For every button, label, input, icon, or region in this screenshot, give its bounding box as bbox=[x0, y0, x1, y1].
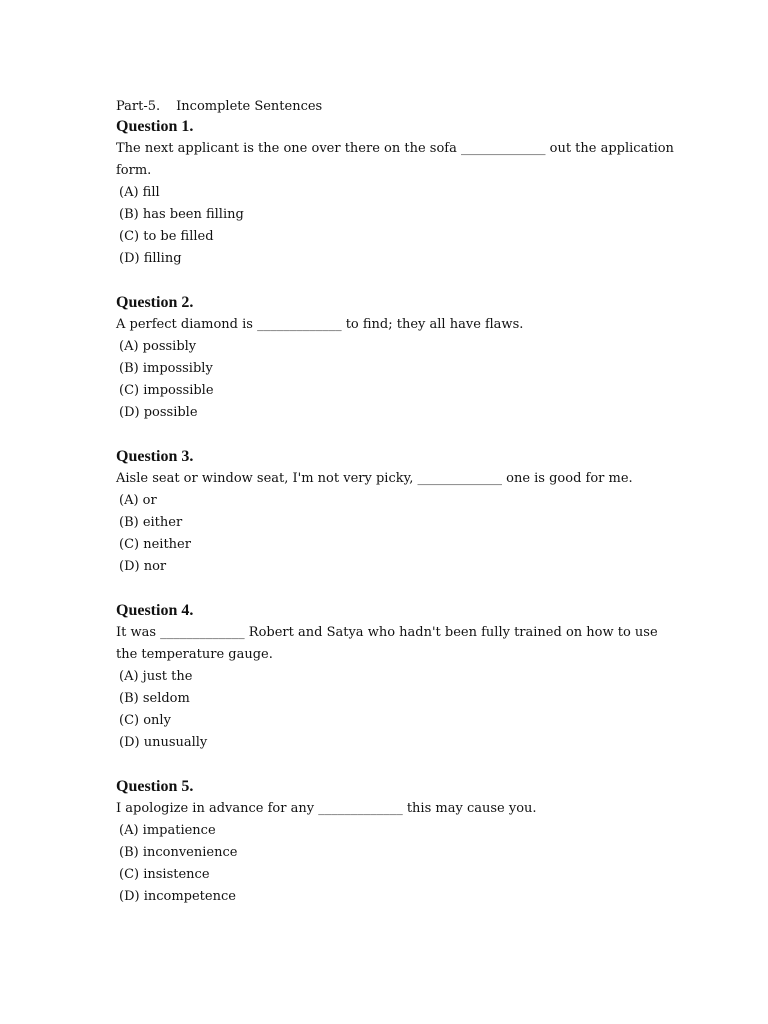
question-text: The next applicant is the one over there on the sofa _____________ out the application form. bbox=[116, 141, 674, 178]
question-heading: Question 3. bbox=[116, 448, 194, 465]
option-b[interactable]: (B) has been filling bbox=[119, 207, 244, 222]
option-c[interactable]: (C) neither bbox=[119, 537, 191, 552]
spacer bbox=[116, 424, 676, 446]
answer-options bbox=[116, 666, 676, 754]
question-text: I apologize in advance for any _____________ this may cause you. bbox=[116, 801, 537, 816]
question-heading: Question 5. bbox=[116, 778, 194, 795]
option-c[interactable]: (C) impossible bbox=[119, 383, 214, 398]
option-d[interactable]: (D) possible bbox=[119, 405, 198, 420]
answer-options bbox=[116, 820, 676, 908]
document-page bbox=[116, 98, 676, 908]
question-heading: Question 1. bbox=[116, 118, 194, 135]
question-text: A perfect diamond is _____________ to find; they all have flaws. bbox=[116, 317, 524, 332]
option-c[interactable]: (C) to be filled bbox=[119, 229, 214, 244]
option-d[interactable]: (D) unusually bbox=[119, 735, 208, 750]
answer-options bbox=[116, 490, 676, 578]
part-header bbox=[116, 98, 676, 116]
option-a[interactable]: (A) possibly bbox=[119, 339, 197, 354]
answer-options bbox=[116, 336, 676, 424]
question-text: Aisle seat or window seat, I'm not very picky, _____________ one is good for me. bbox=[116, 471, 633, 486]
option-a[interactable]: (A) just the bbox=[119, 669, 193, 684]
option-a[interactable]: (A) impatience bbox=[119, 823, 216, 838]
question-4 bbox=[116, 600, 676, 754]
option-b[interactable]: (B) inconvenience bbox=[119, 845, 238, 860]
part-title: Incomplete Sentences bbox=[176, 99, 323, 114]
question-heading: Question 2. bbox=[116, 294, 194, 311]
question-1 bbox=[116, 116, 676, 270]
question-heading: Question 4. bbox=[116, 602, 194, 619]
option-b[interactable]: (B) either bbox=[119, 515, 183, 530]
option-d[interactable]: (D) filling bbox=[119, 251, 182, 266]
question-5 bbox=[116, 776, 676, 908]
option-a[interactable]: (A) fill bbox=[119, 185, 160, 200]
option-c[interactable]: (C) insistence bbox=[119, 867, 210, 882]
question-3 bbox=[116, 446, 676, 578]
option-b[interactable]: (B) seldom bbox=[119, 691, 190, 706]
spacer bbox=[116, 270, 676, 292]
option-d[interactable]: (D) incompetence bbox=[119, 889, 236, 904]
option-b[interactable]: (B) impossibly bbox=[119, 361, 213, 376]
option-c[interactable]: (C) only bbox=[119, 713, 171, 728]
spacer bbox=[116, 578, 676, 600]
option-d[interactable]: (D) nor bbox=[119, 559, 167, 574]
part-label: Part-5. bbox=[116, 99, 161, 114]
answer-options bbox=[116, 182, 676, 270]
option-a[interactable]: (A) or bbox=[119, 493, 157, 508]
question-2 bbox=[116, 292, 676, 424]
spacer bbox=[116, 754, 676, 776]
question-text: It was _____________ Robert and Satya who hadn't been fully trained on how to use the temperature gauge. bbox=[116, 625, 658, 662]
